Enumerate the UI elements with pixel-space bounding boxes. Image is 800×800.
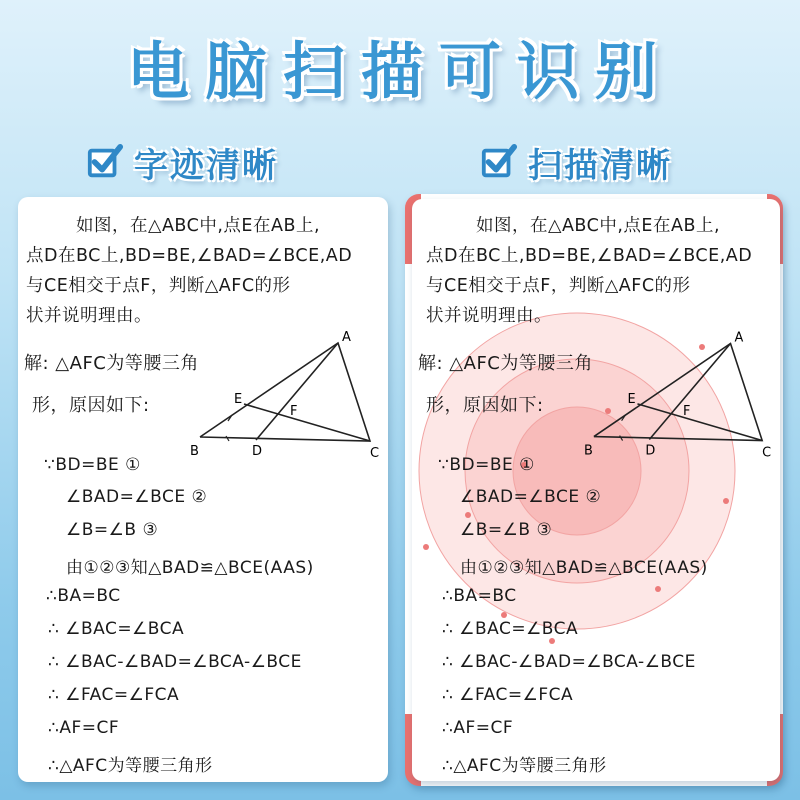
- problem-line: 与CE相交于点F，判断△AFC的形: [426, 276, 691, 296]
- solution-heading: 形，原因如下:: [32, 395, 150, 416]
- feature-label-clear-scan: [480, 138, 672, 186]
- vertex-label: D: [252, 444, 263, 459]
- problem-line: 状并说明理由。: [26, 306, 152, 326]
- vertex-label: F: [290, 404, 298, 419]
- solution-step: 由①②③知△BAD≌△BCE(AAS): [460, 558, 708, 578]
- solution-step: ∵BD=BE ①: [44, 455, 141, 475]
- solution-step: ∴BA=BC: [46, 586, 121, 606]
- solution-heading: 解: △AFC为等腰三角: [418, 353, 593, 374]
- vertex-label: E: [234, 392, 243, 407]
- vertex-label: B: [190, 444, 199, 459]
- vertex-label: A: [342, 330, 351, 345]
- checkbox-check-icon: [86, 143, 124, 181]
- solution-step: ∴ ∠BAC=∠BCA: [442, 619, 579, 639]
- vertex-label: A: [734, 330, 744, 346]
- feature-label-clear-writing: [86, 138, 278, 186]
- problem-line: 状并说明理由。: [426, 306, 552, 326]
- feature-label-text: 扫描清晰: [528, 145, 672, 186]
- solution-step: ∠B=∠B ③: [66, 520, 159, 540]
- solution-step: ∴ ∠BAC=∠BCA: [48, 619, 185, 639]
- solution-step: ∴AF=CF: [48, 718, 120, 738]
- solution-step: ∵BD=BE ①: [438, 455, 535, 475]
- solution-step: ∠B=∠B ③: [460, 520, 553, 540]
- checkbox-check-icon: [480, 143, 518, 181]
- scanned-sample-card: [412, 199, 780, 781]
- solution-step: ∠BAD=∠BCE ②: [460, 487, 602, 507]
- page-title: 电脑扫描可识别: [126, 35, 673, 108]
- solution-step: ∴AF=CF: [442, 718, 514, 738]
- problem-statement: [426, 211, 752, 331]
- handwriting-sample-card: [18, 197, 388, 782]
- solution-heading: 解: △AFC为等腰三角: [24, 353, 199, 374]
- vertex-label: F: [682, 403, 691, 419]
- solution-step: ∴ ∠BAC-∠BAD=∠BCA-∠BCE: [48, 652, 302, 672]
- triangle-figure: [188, 329, 388, 459]
- solution-step: ∠BAD=∠BCE ②: [66, 487, 208, 507]
- solution-step: ∴△AFC为等腰三角形: [48, 756, 213, 776]
- vertex-label: E: [627, 391, 636, 407]
- vertex-label: B: [583, 443, 593, 459]
- solution-step: 由①②③知△BAD≌△BCE(AAS): [66, 558, 314, 578]
- triangle-figure: [582, 329, 780, 459]
- vertex-label: D: [645, 443, 656, 459]
- problem-line: 点D在BC上,BD=BE,∠BAD=∠BCE,AD: [426, 246, 753, 266]
- solution-step: ∴△AFC为等腰三角形: [442, 756, 607, 776]
- problem-line: 如图，在△ABC中,点E在AB上,: [76, 216, 321, 236]
- problem-line: 如图，在△ABC中,点E在AB上,: [476, 216, 721, 236]
- solution-heading: 形，原因如下:: [426, 395, 544, 416]
- solution-step: ∴ ∠BAC-∠BAD=∠BCA-∠BCE: [442, 652, 696, 672]
- problem-line: 与CE相交于点F，判断△AFC的形: [26, 276, 291, 296]
- problem-statement: [26, 211, 352, 331]
- solution-step: ∴ ∠FAC=∠FCA: [48, 685, 180, 705]
- feature-label-text: 字迹清晰: [134, 145, 278, 186]
- solution-step: ∴ ∠FAC=∠FCA: [442, 685, 574, 705]
- problem-line: 点D在BC上,BD=BE,∠BAD=∠BCE,AD: [26, 246, 353, 266]
- vertex-label: C: [762, 445, 772, 459]
- solution-step: ∴BA=BC: [442, 586, 517, 606]
- vertex-label: C: [370, 446, 380, 459]
